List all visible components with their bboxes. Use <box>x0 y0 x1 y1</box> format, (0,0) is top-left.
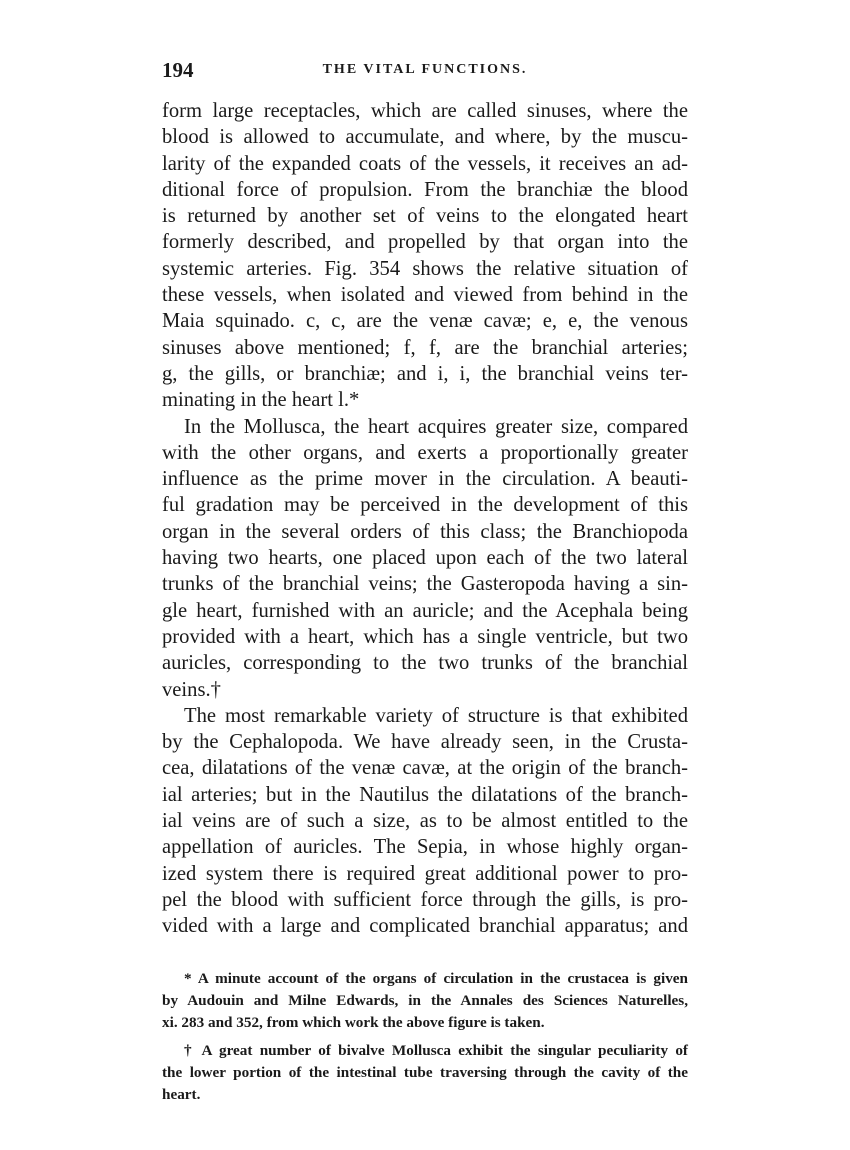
text-line: ditional force of propulsion. From the branchiæ the blood <box>162 178 688 201</box>
text-line: ial veins are of such a size, as to be almost entitled to the <box>162 810 688 833</box>
text-line: pel the blood with sufficient force through the gills, is pro- <box>162 888 688 911</box>
text-line: The most remarkable variety of structure is that exhibited <box>184 704 688 727</box>
text-line: formerly described, and propelled by that organ into the <box>162 231 688 254</box>
text-line: ful gradation may be perceived in the development of this <box>162 494 688 517</box>
text-line: appellation of auricles. The Sepia, in whose highly organ- <box>162 836 688 859</box>
text-line: systemic arteries. Fig. 354 shows the relative situation of <box>162 257 688 280</box>
text-line: In the Mollusca, the heart acquires greater size, compared <box>184 415 688 438</box>
footnote <box>162 968 688 1034</box>
text-line: g, the gills, or branchiæ; and i, i, the branchial veins ter- <box>162 362 688 385</box>
text-line: influence as the prime mover in the circulation. A beauti- <box>162 468 688 491</box>
text-line: provided with a heart, which has a single ventricle, but two <box>162 625 688 648</box>
body-text <box>162 98 688 940</box>
page-number: 194 <box>162 58 194 82</box>
text-line: minating in the heart l.* <box>162 389 360 412</box>
running-title: THE VITAL FUNCTIONS. <box>322 62 528 77</box>
text-line: veins.† <box>162 678 221 701</box>
text-line: having two hearts, one placed upon each of the two lateral <box>162 547 688 570</box>
text-line: trunks of the branchial veins; the Gasteropoda having a sin- <box>162 573 688 596</box>
footnotes <box>162 968 688 1106</box>
footnote-line: heart. <box>162 1085 201 1103</box>
text-line: blood is allowed to accumulate, and where, by the muscu- <box>162 126 688 149</box>
text-line: larity of the expanded coats of the vessels, it receives an ad- <box>162 152 688 175</box>
footnote <box>162 1040 688 1106</box>
text-line: ial arteries; but in the Nautilus the dilatations of the branch- <box>162 783 688 806</box>
page-header <box>162 58 688 88</box>
text-line: ized system there is required great additional power to pro- <box>162 862 688 885</box>
text-line: vided with a large and complicated branchial apparatus; and <box>162 915 688 938</box>
text-line: with the other organs, and exerts a proportionally greater <box>162 441 688 464</box>
footnote-line: * A minute account of the organs of circulation in the crustacea is given <box>184 969 688 987</box>
text-line: form large receptacles, which are called sinuses, where the <box>162 100 688 122</box>
text-line: these vessels, when isolated and viewed from behind in the <box>162 284 688 307</box>
text-line: auricles, corresponding to the two trunks of the branchial <box>162 652 688 675</box>
book-page <box>162 58 688 1106</box>
footnote-line: xi. 283 and 352, from which work the above figure is taken. <box>162 1013 545 1031</box>
text-line: Maia squinado. c, c, are the venæ cavæ; e, e, the venous <box>162 310 688 333</box>
text-line: by the Cephalopoda. We have already seen, in the Crusta- <box>162 731 688 754</box>
text-line: cea, dilatations of the venæ cavæ, at the origin of the branch- <box>162 757 688 780</box>
text-line: is returned by another set of veins to the elongated heart <box>162 205 688 228</box>
footnote-line: the lower portion of the intestinal tube traversing through the cavity of the <box>162 1063 688 1081</box>
text-line: sinuses above mentioned; f, f, are the branchial arteries; <box>162 336 688 359</box>
text-line: organ in the several orders of this class; the Branchiopoda <box>162 520 688 543</box>
footnote-line: † A great number of bivalve Mollusca exhibit the singular peculiarity of <box>184 1041 688 1059</box>
footnote-line: by Audouin and Milne Edwards, in the Annales des Sciences Naturelles, <box>162 991 688 1009</box>
text-line: gle heart, furnished with an auricle; and the Acephala being <box>162 599 688 622</box>
